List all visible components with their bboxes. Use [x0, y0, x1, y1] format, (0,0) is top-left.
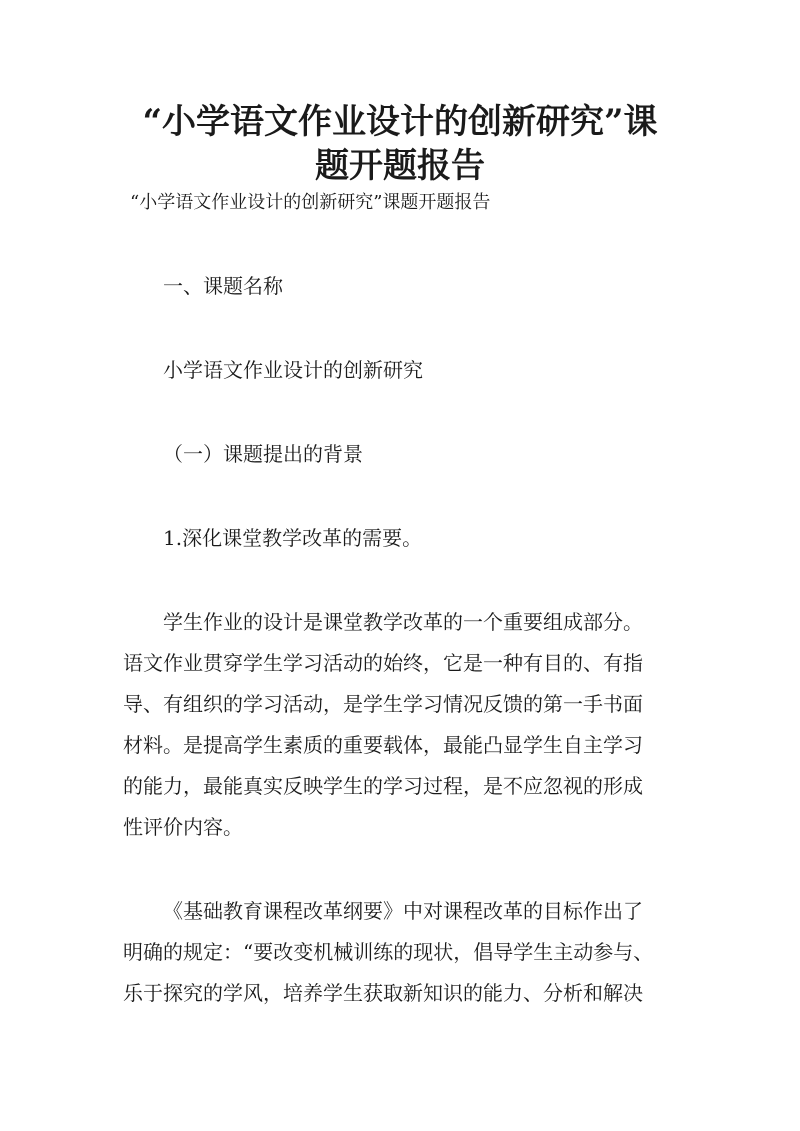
paragraph-1-line-3: 导、有组织的学习活动，是学生学习情况反馈的第一手书面	[123, 692, 643, 716]
paragraph-1-line-5: 的能力，最能真实反映学生的学习过程，是不应忽视的形成	[123, 774, 643, 798]
document-subtitle: “小学语文作业设计的创新研究”课题开题报告	[130, 192, 491, 213]
topic-name-text: 小学语文作业设计的创新研究	[163, 358, 423, 382]
paragraph-1-line-2: 语文作业贯穿学生学习活动的始终，它是一种有目的、有指	[123, 651, 643, 675]
section-heading-topic-name: 一、课题名称	[163, 274, 283, 298]
paragraph-2-line-2: 明确的规定：“要改变机械训练的现状，倡导学生主动参与、	[123, 940, 654, 964]
subsection-heading-background: （一）课题提出的背景	[163, 442, 363, 466]
paragraph-1-line-4: 材料。是提高学生素质的重要载体，最能凸显学生自主学习	[123, 733, 643, 757]
point-heading-1: 1.深化课堂教学改革的需要。	[163, 526, 423, 550]
paragraph-1-line-1: 学生作业的设计是课堂教学改革的一个重要组成部分。	[163, 610, 643, 634]
document-title-line-1: “小学语文作业设计的创新研究”课	[142, 102, 658, 142]
paragraph-2-line-1: 《基础教育课程改革纲要》中对课程改革的目标作出了	[163, 899, 643, 923]
document-title-line-2: 题开题报告	[315, 146, 485, 186]
paragraph-2-line-3: 乐于探究的学风，培养学生获取新知识的能力、分析和解决	[123, 981, 643, 1005]
paragraph-1-line-6: 性评价内容。	[123, 815, 243, 839]
